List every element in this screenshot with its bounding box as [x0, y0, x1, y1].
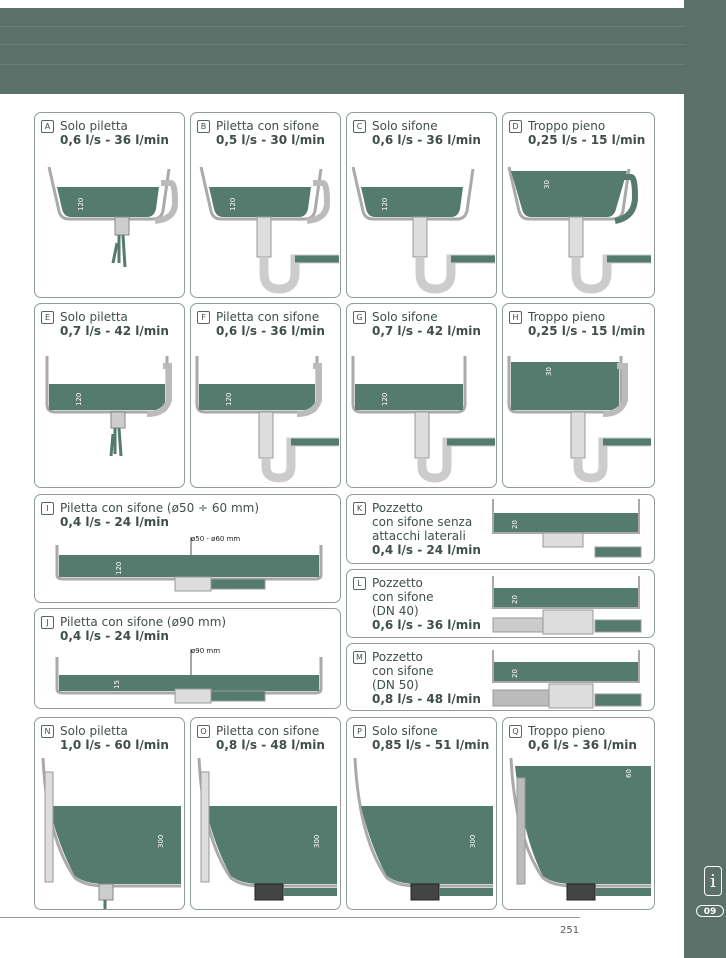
panel-title-line: con sifone senza [372, 515, 473, 529]
panel-f [190, 303, 341, 488]
panel-rate: 0,6 l/s - 36 l/min [60, 133, 169, 147]
dimension-label: 30 [543, 180, 551, 189]
panel-title: Solo piletta [60, 724, 128, 738]
panel-title-line: (DN 50) [372, 678, 419, 692]
panel-title: Troppo pieno [528, 310, 606, 324]
panel-title: Solo piletta [60, 119, 128, 133]
panel-rate: 0,5 l/s - 30 l/min [216, 133, 325, 147]
panel-letter: N [41, 725, 54, 738]
side-band [684, 0, 726, 958]
dimension-label: 60 [625, 769, 633, 778]
panel-m [346, 643, 655, 711]
panel-letter: I [41, 502, 54, 515]
panel-letter: C [353, 120, 366, 133]
panel-title: Solo sifone [372, 119, 438, 133]
dimension-label: 120 [115, 561, 123, 575]
panel-o [190, 717, 341, 910]
panel-letter: F [197, 311, 210, 324]
panel-rate: 0,7 l/s - 42 l/min [372, 324, 481, 338]
panel-rate: 0,4 l/s - 24 l/min [60, 629, 169, 643]
panel-rate: 0,6 l/s - 36 l/min [372, 618, 481, 632]
panel-title-line: con sifone [372, 590, 434, 604]
panel-title: Piletta con sifone [216, 119, 320, 133]
panel-letter: O [197, 725, 210, 738]
dimension-label: 20 [511, 669, 519, 678]
sink-diagram [35, 304, 185, 488]
panel-rate: 0,8 l/s - 48 l/min [216, 738, 325, 752]
dimension-label: 120 [229, 197, 237, 211]
panel-rate: 0,6 l/s - 36 l/min [372, 133, 481, 147]
panel-title: Piletta con sifone (ø90 mm) [60, 615, 227, 629]
panel-rate: 0,25 l/s - 15 l/min [528, 133, 646, 147]
dimension-label: 120 [381, 197, 389, 211]
sink-diagram [347, 570, 655, 638]
panel-b [190, 112, 341, 298]
panel-title-line: con sifone [372, 664, 434, 678]
panel-letter: J [41, 616, 54, 629]
panel-c [346, 112, 497, 298]
panel-rate: 0,6 l/s - 36 l/min [216, 324, 325, 338]
bathtub-diagram [35, 718, 185, 910]
panel-title-line: (DN 40) [372, 604, 419, 618]
sink-diagram [503, 304, 655, 488]
panel-letter: P [353, 725, 366, 738]
panel-q [502, 717, 655, 910]
panel-title: Solo piletta [60, 310, 128, 324]
panel-a [34, 112, 185, 298]
panel-h [502, 303, 655, 488]
diameter-label: ø50 - ø60 mm [191, 535, 241, 543]
panel-rate: 1,0 l/s - 60 l/min [60, 738, 169, 752]
panel-title: Troppo pieno [528, 119, 606, 133]
dimension-label: 120 [381, 392, 389, 406]
panel-e [34, 303, 185, 488]
dimension-label: 20 [511, 595, 519, 604]
panel-rate: 0,6 l/s - 36 l/min [528, 738, 637, 752]
panel-title-line: attacchi laterali [372, 529, 466, 543]
panel-letter: M [353, 651, 366, 664]
page-number: 251 [560, 925, 580, 936]
panel-title: Piletta con sifone [216, 724, 320, 738]
panel-letter: Q [509, 725, 522, 738]
sink-diagram [347, 113, 497, 298]
dimension-label: 300 [469, 834, 477, 848]
info-icon: i [704, 866, 722, 896]
dimension-label: 20 [511, 520, 519, 529]
panel-title: Solo sifone [372, 724, 438, 738]
section-number: 09 [696, 905, 724, 917]
panel-title: Troppo pieno [528, 724, 606, 738]
panel-rate: 0,4 l/s - 24 l/min [372, 543, 481, 557]
panel-title-line: Pozzetto [372, 576, 423, 590]
sink-diagram [347, 304, 497, 488]
bathtub-diagram [503, 718, 655, 910]
sink-diagram [191, 304, 341, 488]
dimension-label: 300 [157, 834, 165, 848]
sink-diagram [35, 495, 341, 603]
sink-diagram [35, 609, 341, 709]
diameter-label: ø90 mm [191, 647, 221, 655]
panel-letter: L [353, 577, 366, 590]
panel-l [346, 569, 655, 638]
panel-title: Solo sifone [372, 310, 438, 324]
dimension-label: 120 [225, 392, 233, 406]
panel-g [346, 303, 497, 488]
dimension-label: 15 [113, 680, 121, 689]
panel-title-line: Pozzetto [372, 501, 423, 515]
sink-diagram [347, 644, 655, 711]
dimension-label: 300 [313, 834, 321, 848]
footer-rule [0, 917, 580, 918]
panel-rate: 0,4 l/s - 24 l/min [60, 515, 169, 529]
sink-diagram [503, 113, 655, 298]
panel-rate: 0,85 l/s - 51 l/min [372, 738, 490, 752]
panel-rate: 0,7 l/s - 42 l/min [60, 324, 169, 338]
panel-rate: 0,8 l/s - 48 l/min [372, 692, 481, 706]
header-band [0, 8, 684, 94]
panel-letter: D [509, 120, 522, 133]
panel-p [346, 717, 497, 910]
panel-k [346, 494, 655, 564]
panel-letter: B [197, 120, 210, 133]
dimension-label: 120 [75, 392, 83, 406]
panel-i [34, 494, 341, 603]
panel-title: Piletta con sifone (ø50 ÷ 60 mm) [60, 501, 260, 515]
panel-title: Piletta con sifone [216, 310, 320, 324]
bathtub-diagram [191, 718, 341, 910]
panel-letter: K [353, 502, 366, 515]
panel-n [34, 717, 185, 910]
sink-diagram [347, 495, 655, 564]
panel-rate: 0,25 l/s - 15 l/min [528, 324, 646, 338]
panel-j [34, 608, 341, 709]
sink-diagram [191, 113, 341, 298]
panel-letter: G [353, 311, 366, 324]
sink-diagram [35, 113, 185, 298]
dimension-label: 30 [545, 367, 553, 376]
panel-letter: H [509, 311, 522, 324]
dimension-label: 120 [77, 197, 85, 211]
panel-letter: A [41, 120, 54, 133]
panel-d [502, 112, 655, 298]
panel-title-line: Pozzetto [372, 650, 423, 664]
panel-letter: E [41, 311, 54, 324]
bathtub-diagram [347, 718, 497, 910]
